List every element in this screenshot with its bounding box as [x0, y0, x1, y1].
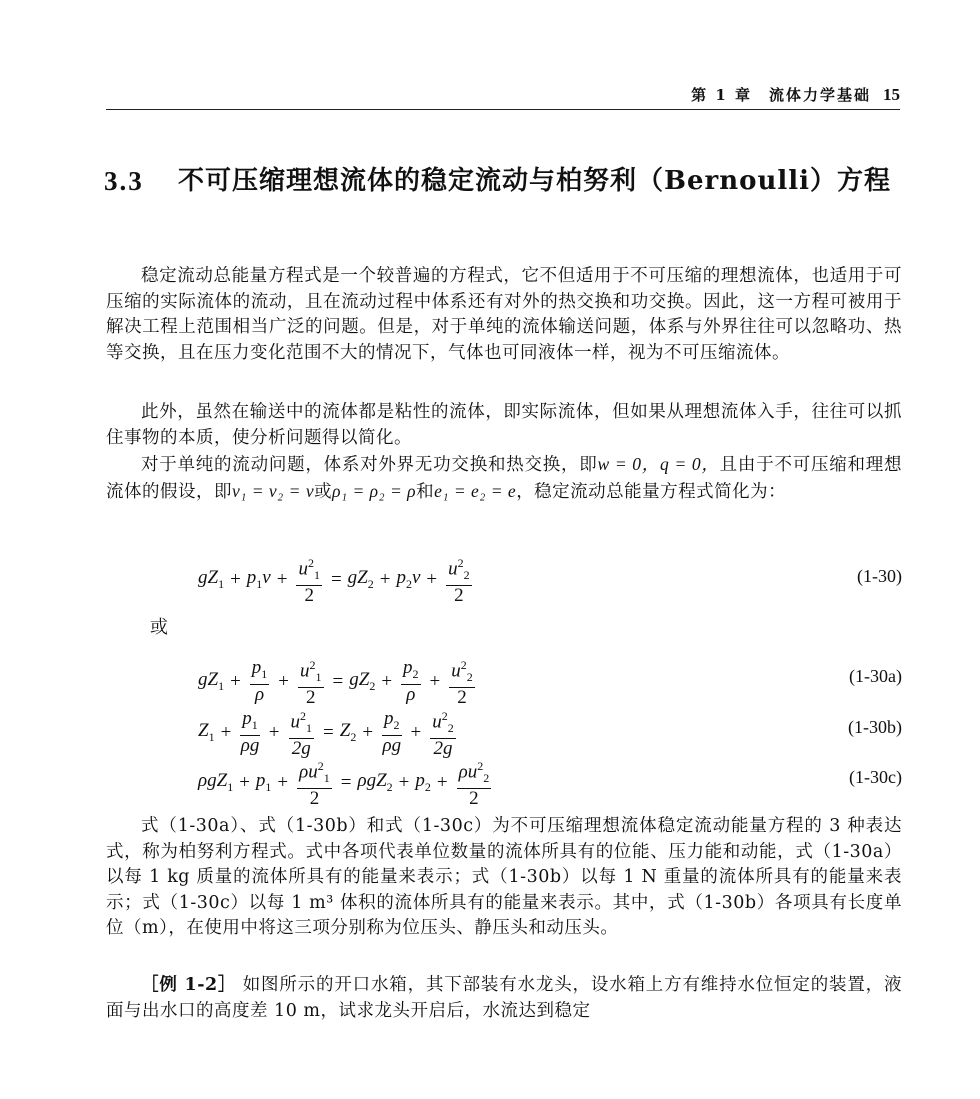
paragraph-1: 稳定流动总能量方程式是一个较普遍的方程式，它不但适用于不可压缩的理想流体，也适用于可压缩的实际流体的流动，且在流动过程中体系还有对外的热交换和功交换。因此，这一方程可被用于解决工程上范围相当广泛的问题。但是，对于单纯的流体输送问题，体系与外界往往可以忽略功、热等交换，且在压力变化范围不大的情况下，气体也可同液体一样，视为不可压缩流体。: [106, 266, 902, 363]
running-head: [106, 84, 900, 110]
equation-number-1-30: (1-30): [857, 566, 902, 586]
equation-1-30b: $Z_1$ + $\frac{p_1}{\rho g}$ + $\frac{u^2_1}{2g}$ = $Z_2$ + $\frac{p_2}{\rho g}$ + $\frac{u^2_2}{2g}$: [198, 706, 459, 759]
section-number: 3.3: [104, 166, 144, 196]
e-equal: e₁ = e₂ = e: [434, 480, 517, 501]
paragraph-3-text-a: 对于单纯的流动问题，体系对外界无功交换和热交换，即: [141, 455, 598, 475]
equation-number-1-30b: (1-30b): [848, 717, 902, 737]
header-rule: [106, 109, 900, 110]
paragraph-3-text-b: 且由于不可压缩和理想流体的假设，即: [106, 455, 903, 502]
section-title: 不可压缩理想流体的稳定流动与柏努利（Bernoulli）方程: [178, 166, 891, 196]
example-text: 如图所示的开口水箱，其下部装有水龙头，设水箱上方有维持水位恒定的装置，液面与出水口的高度差 10 m，试求龙头开启后，水流达到稳定: [106, 975, 902, 1021]
paragraph-4: 式（1-30a）、式（1-30b）和式（1-30c）为不可压缩理想流体稳定流动能量方程的 3 种表达式，称为柏努利方程式。式中各项代表单位数量的流体所具有的位能、压力能和动能，式（1-30a）以每 1 kg 质量的流体所具有的能量来表示；式（1-30b）以每 1 N 重量的流体所具有的能量来表示；式（1-30c）以每 1 m³ 体积的流体所具有的能量来表示。其中，式（1-30b）各项具有长度单位（m），在使用中将这三项分别称为位压头、静压头和动压头。: [106, 816, 902, 938]
rho-equal: ρ₁ = ρ₂ = ρ: [332, 480, 417, 501]
paragraph-3: [106, 452, 902, 505]
or-word: 或: [150, 617, 168, 638]
equation-1-30c: ρgZ$_1$ + $p_1$ + $\frac{\rho u^2_1}{2}$ = ρgZ$_2$ + $p_2$ + $\frac{\rho u^2_2}{2}$: [198, 756, 494, 809]
example-label: ［例 1-2］: [141, 975, 237, 995]
paragraph-5: [106, 973, 902, 1024]
paragraph-2: 此外，虽然在输送中的流体都是粘性的流体，即实际流体，但如果从理想流体入手，往往可以抓住事物的本质，使分析问题得以简化。: [106, 402, 902, 448]
equation-1-30a: $gZ_1$ + $\frac{p_1}{\rho}$ + $\frac{u^2_1}{2}$ = $gZ_2$ + $\frac{p_2}{\rho}$ + $\frac{u^2_2}{2}$: [198, 655, 478, 708]
page-number: 15: [883, 85, 900, 104]
equation-number-1-30c: (1-30c): [849, 767, 902, 787]
chapter-title: 第 1 章 流体力学基础: [691, 86, 871, 104]
v-equal: v₁ = v₂ = v: [232, 480, 315, 501]
paragraph-3-text-d: 和: [416, 481, 435, 502]
w-q-zero: w = 0，q = 0，: [597, 454, 720, 474]
paragraph-3-text-f: ，稳定流动总能量方程式简化为：: [516, 481, 787, 502]
equation-1-30: $gZ_1$ + $p_1v$ + $\frac{u^2_1}{2}$ = $gZ_2$ + $p_2v$ + $\frac{u^2_2}{2}$: [198, 553, 475, 606]
equation-number-1-30a: (1-30a): [849, 666, 902, 686]
paragraph-3-text-c: 或: [314, 481, 333, 502]
